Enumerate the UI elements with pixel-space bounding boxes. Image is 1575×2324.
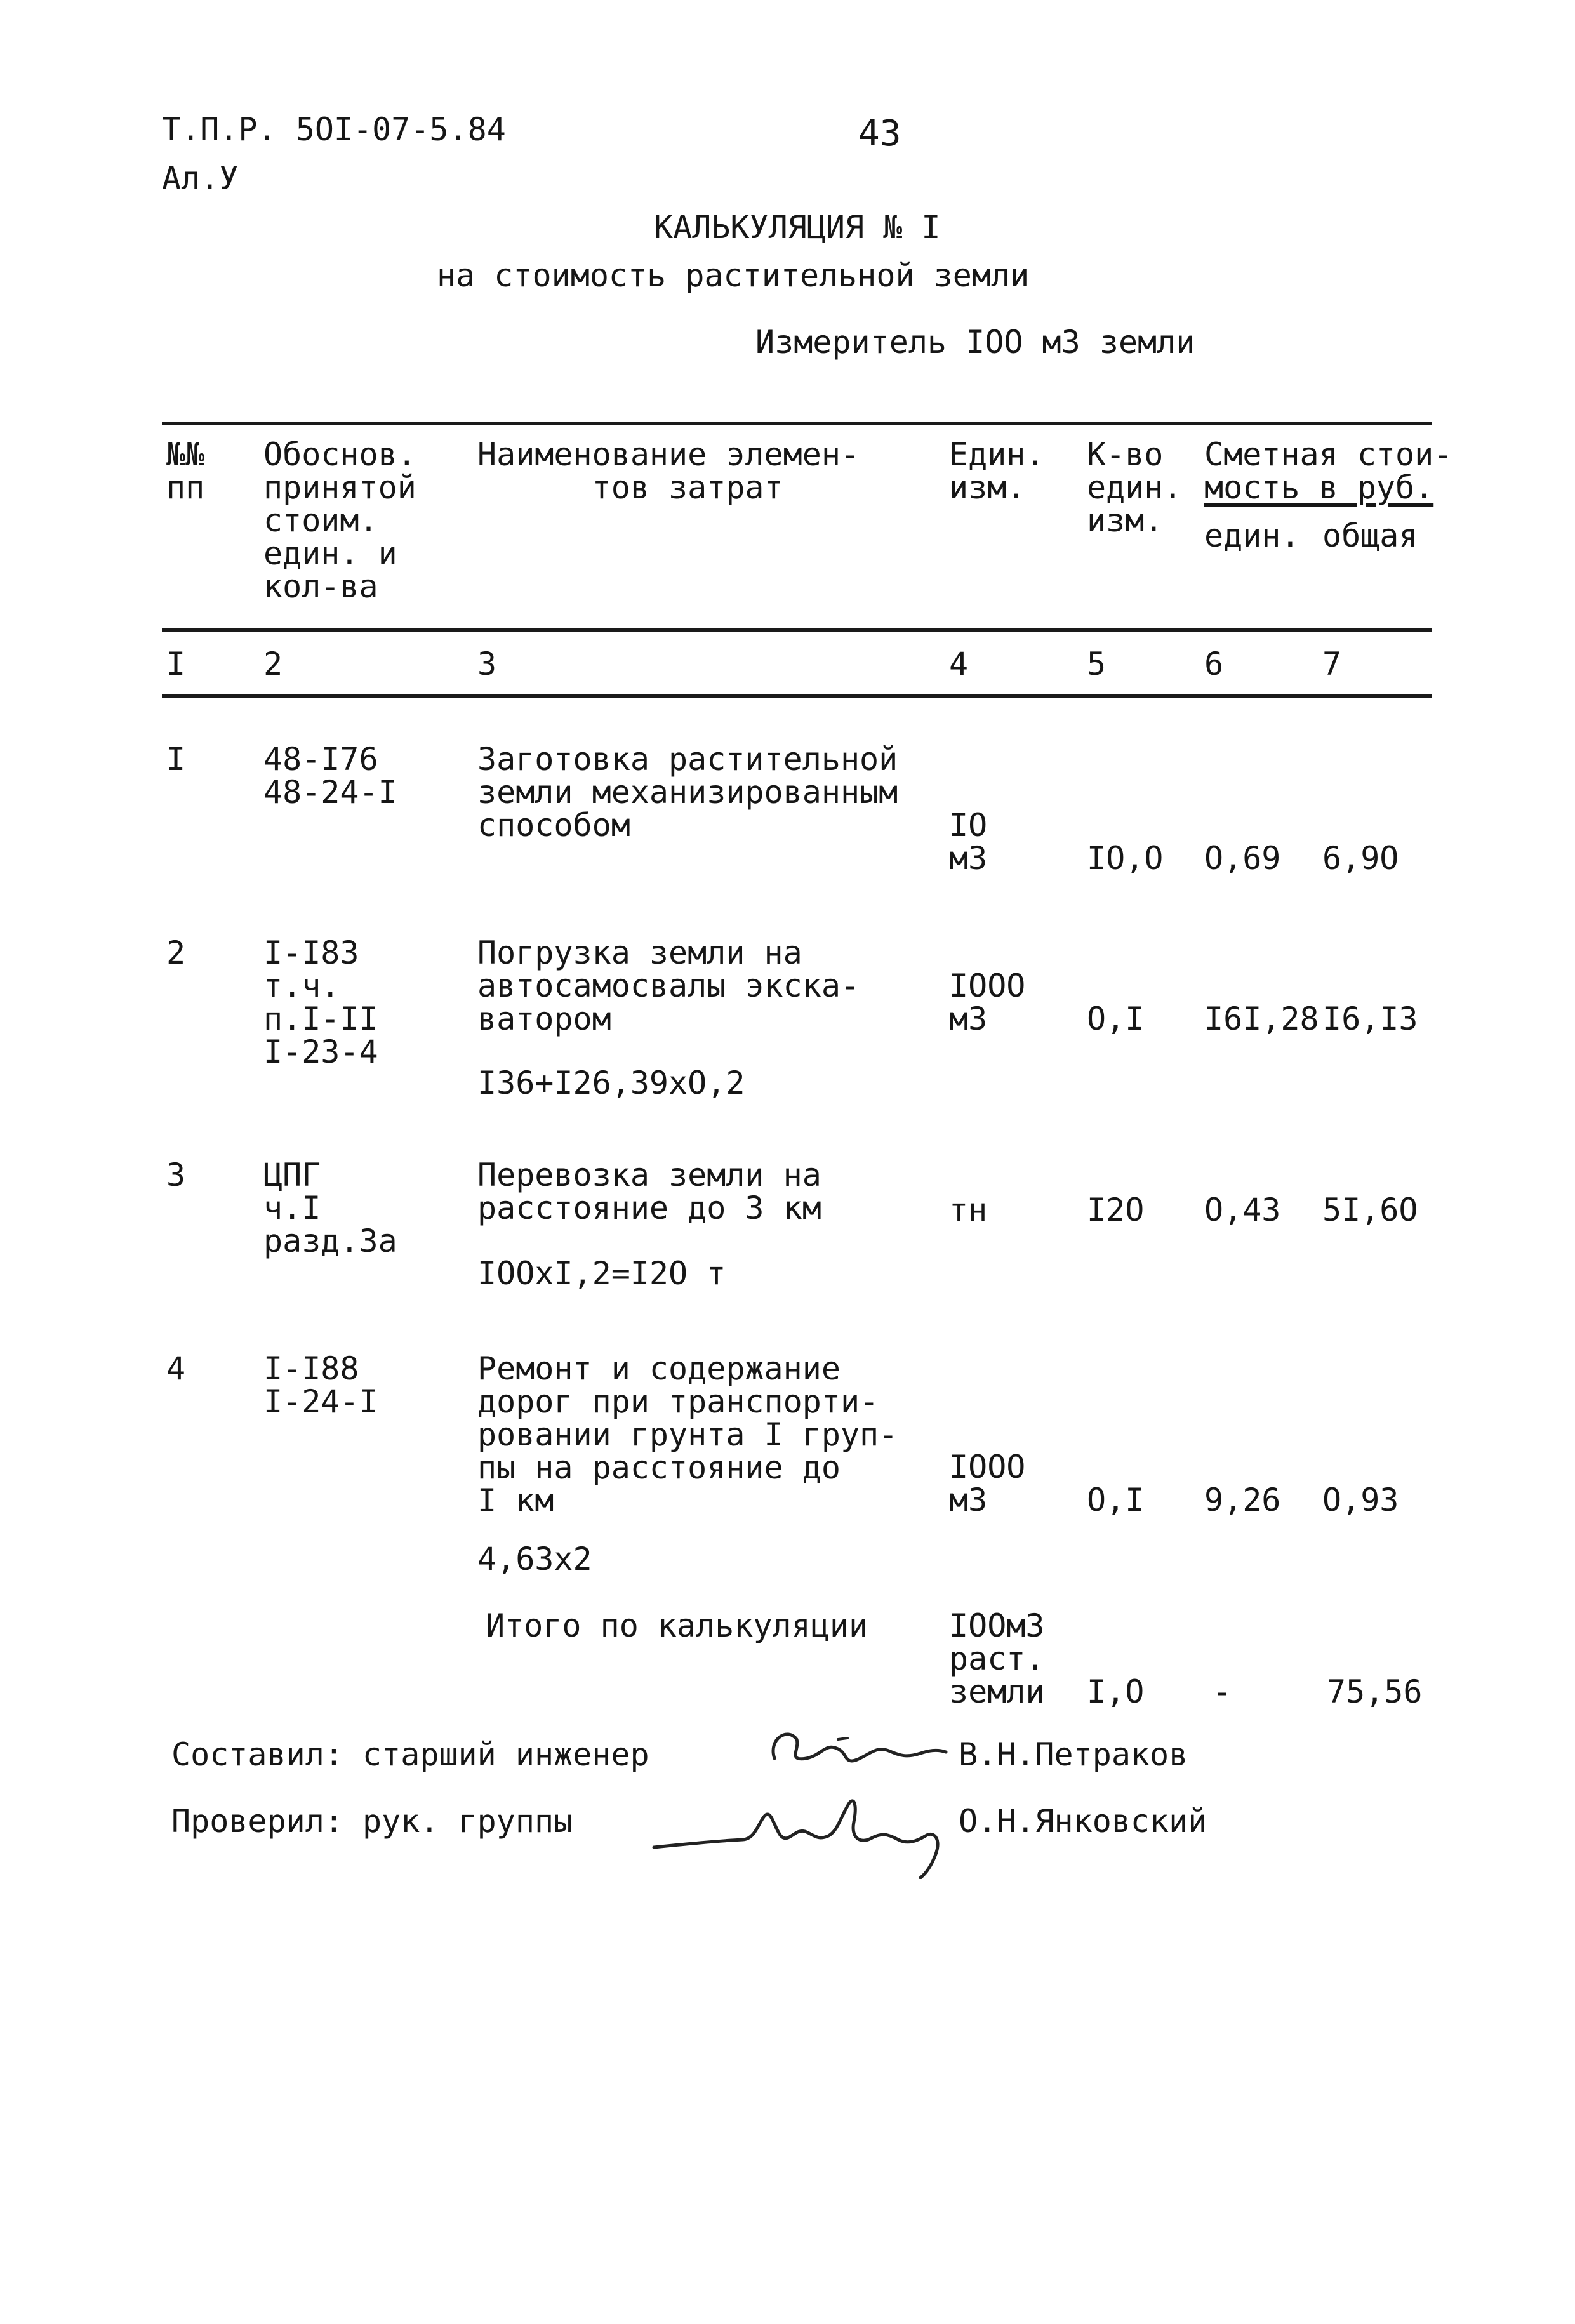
row-name: Погрузка земли на автосамосвалы экска- ватором — [477, 934, 860, 1037]
row-formula: 4,63х2 — [477, 1541, 592, 1577]
row-name: Ремонт и содержание дорог при транспорти- ровании грунта I груп- пы на расстояние до I км — [477, 1350, 898, 1519]
col-header-unit: Един. изм. — [949, 436, 1045, 506]
col-header-price: един. — [1204, 517, 1300, 554]
row-qty: О,I — [1087, 1000, 1145, 1037]
row-basis: I-I88 I-24-I — [263, 1350, 378, 1420]
page-number: 43 — [858, 113, 901, 154]
col-number-1: I — [166, 646, 186, 682]
table-numbers-rule — [162, 694, 1432, 698]
col-header-cost-b: мость в руб. — [1204, 469, 1434, 506]
col-header-total: общая — [1322, 517, 1418, 554]
checked-name: О.Н.Янковский — [959, 1803, 1207, 1840]
row-formula: I36+I26,39хО,2 — [477, 1065, 745, 1101]
row-unit: IО м3 — [949, 807, 988, 877]
row-total: О,93 — [1322, 1482, 1399, 1518]
album-label: Ал.У — [162, 160, 239, 197]
col-number-5: 5 — [1087, 646, 1106, 682]
row-basis: I-I83 т.ч. п.I-II I-23-4 — [263, 934, 378, 1070]
row-price: О,43 — [1204, 1192, 1281, 1228]
col-header-num: №№ пп — [166, 436, 205, 506]
col-header-basis: Обоснов. принятой стоим. един. и кол-ва — [263, 436, 416, 605]
col-number-7: 7 — [1322, 646, 1342, 682]
compiled-name: В.Н.Петраков — [959, 1736, 1188, 1773]
row-number: 3 — [166, 1157, 186, 1193]
calc-title: КАЛЬКУЛЯЦИЯ № I — [654, 209, 941, 246]
row-number: I — [166, 741, 186, 778]
compiled-label: Составил: старший инженер — [171, 1736, 649, 1773]
doc-code: Т.П.Р. 5ОI-07-5.84 — [162, 111, 506, 148]
row-qty: I2О — [1087, 1192, 1145, 1228]
row-name: Перевозка земли на расстояние до 3 км — [477, 1157, 821, 1226]
row-price: 9,26 — [1204, 1482, 1281, 1518]
total-unit: IООм3 раст. земли — [949, 1607, 1045, 1710]
row-unit: IООО м3 — [949, 1449, 1026, 1518]
row-total: 6,9О — [1322, 840, 1399, 877]
row-total: 5I,6О — [1322, 1192, 1418, 1228]
row-basis: 48-I76 48-24-I — [263, 741, 397, 811]
row-unit: IООО м3 — [949, 967, 1026, 1037]
signature-mark — [648, 1777, 952, 1879]
col-header-qty: К-во един. изм. — [1087, 436, 1183, 539]
total-qty: I,О — [1087, 1673, 1145, 1710]
row-basis: ЦПГ ч.I разд.3а — [263, 1157, 397, 1259]
col-header-cost-a: Сметная стои- — [1204, 436, 1453, 473]
row-unit: тн — [949, 1192, 988, 1228]
checked-label: Проверил: рук. группы — [171, 1803, 573, 1840]
row-formula: IООхI,2=I2О т — [477, 1255, 726, 1292]
col-number-2: 2 — [263, 646, 283, 682]
col-number-3: 3 — [477, 646, 497, 682]
table-top-rule — [162, 422, 1432, 425]
row-name: Заготовка растительной земли механизированным способом — [477, 741, 898, 844]
total-label: Итого по калькуляции — [486, 1607, 868, 1644]
row-price: I6I,28 — [1204, 1000, 1319, 1037]
col-number-6: 6 — [1204, 646, 1224, 682]
row-qty: О,I — [1087, 1482, 1145, 1518]
row-number: 4 — [166, 1350, 186, 1387]
row-total: I6,I3 — [1322, 1000, 1418, 1037]
total-value: 75,56 — [1327, 1673, 1423, 1710]
total-price: - — [1213, 1673, 1232, 1710]
measure-unit: Измеритель IОО м3 земли — [755, 324, 1195, 361]
col-header-name: Наименование элемен- тов затрат — [477, 436, 860, 506]
calc-subtitle: на стоимость растительной земли — [437, 257, 1030, 294]
row-price: О,69 — [1204, 840, 1281, 877]
col-number-4: 4 — [949, 646, 969, 682]
signature-mark — [762, 1714, 952, 1784]
table-header-rule — [162, 628, 1432, 632]
row-number: 2 — [166, 934, 186, 971]
row-qty: IО,О — [1087, 840, 1164, 877]
